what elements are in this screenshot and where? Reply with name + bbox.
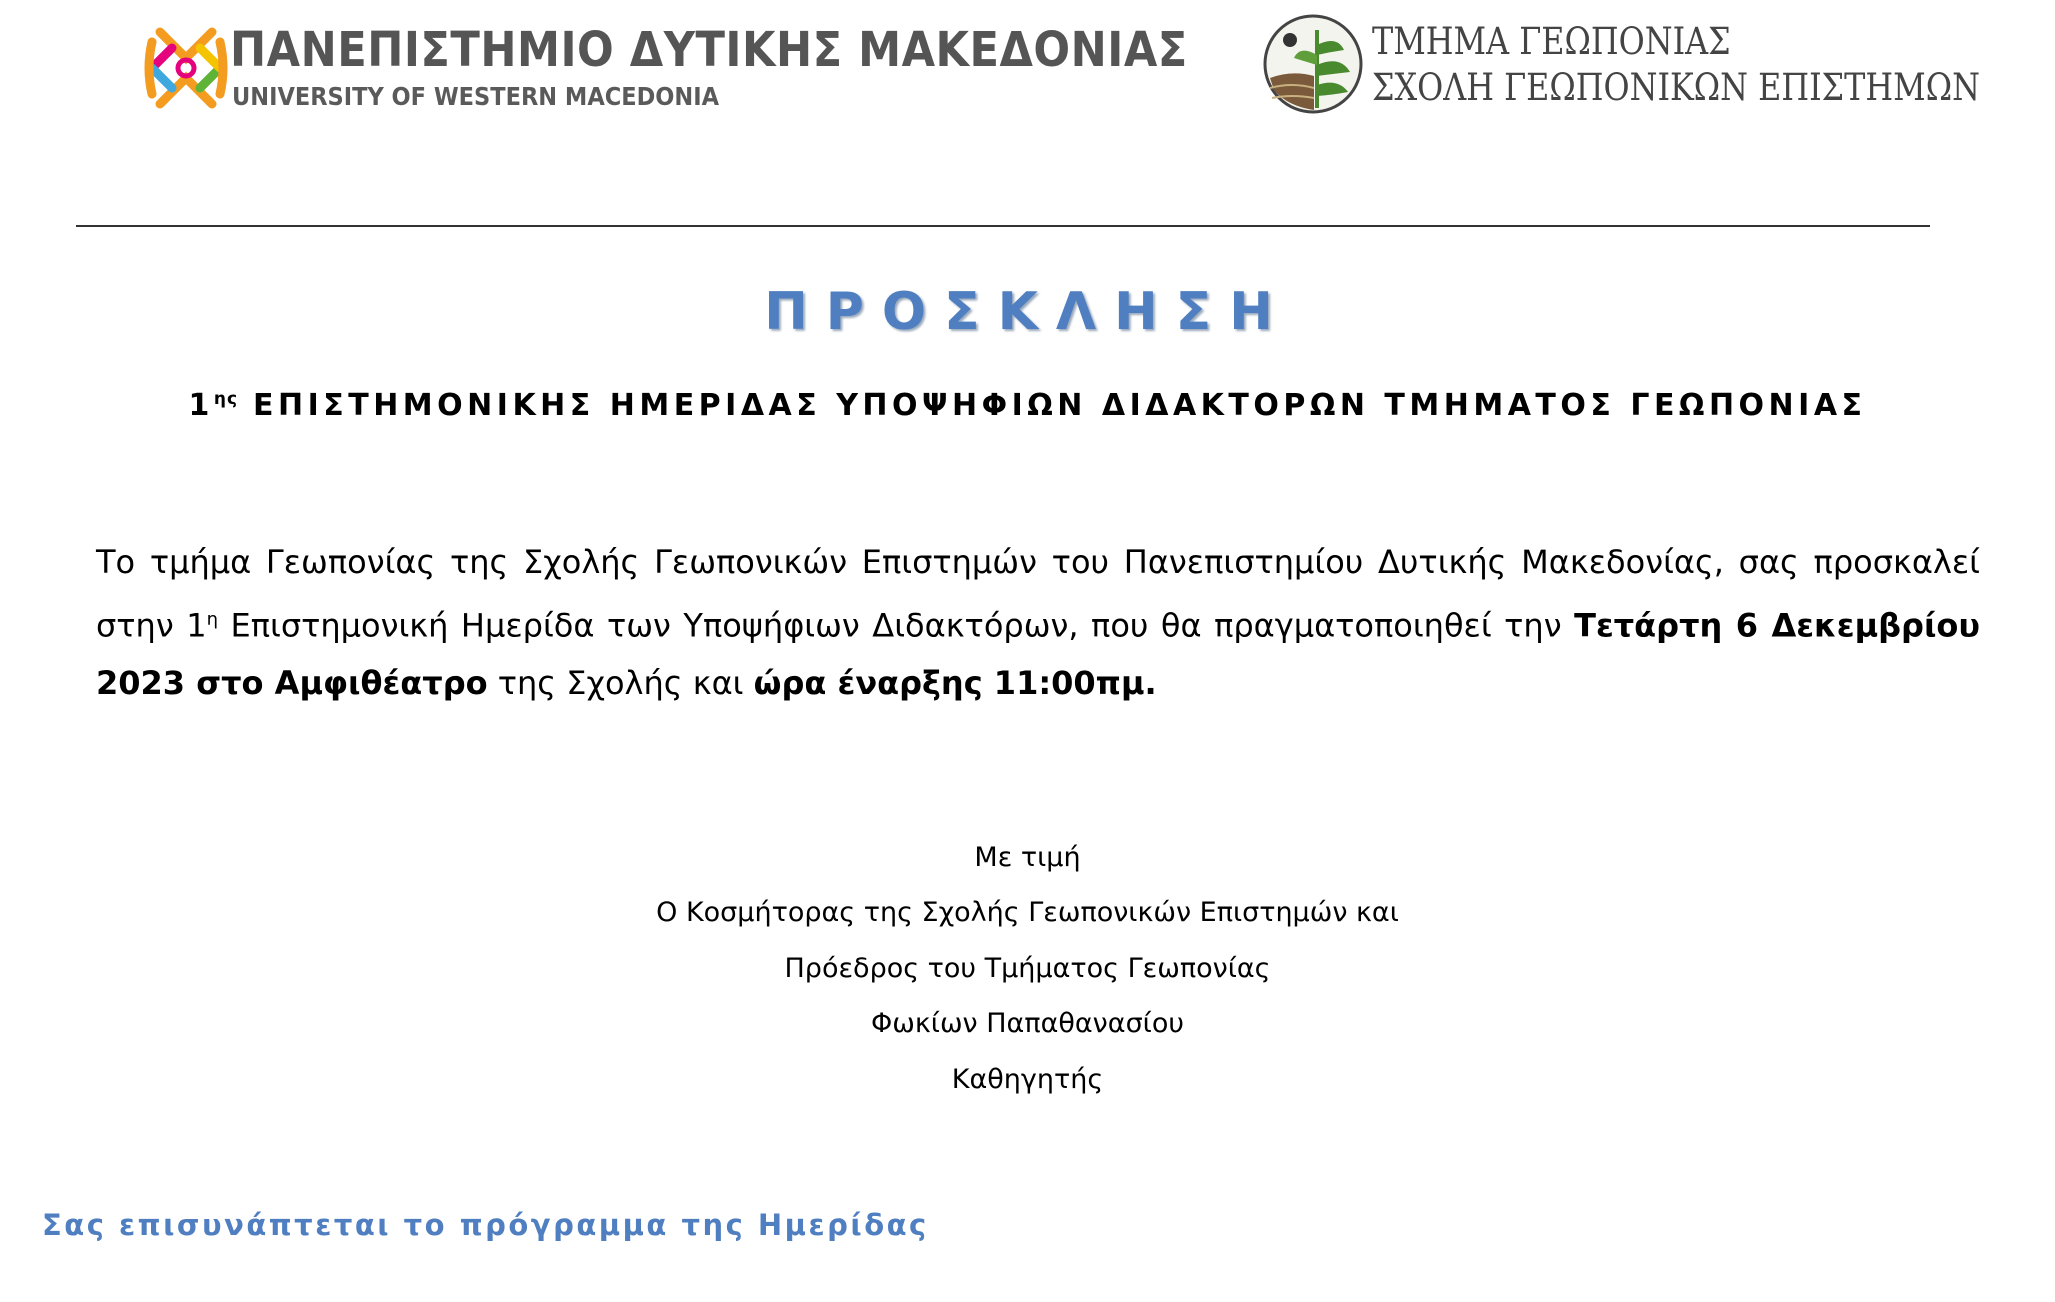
invitation-body — [96, 534, 1980, 712]
signature-rank: Καθηγητής — [951, 1064, 1104, 1095]
university-name-english: UNIVERSITY OF WESTERN MACEDONIA — [232, 82, 719, 111]
body-part3: της Σχολής και — [487, 663, 754, 702]
body-part2: Επιστημονική Ημερίδα των Υποψήφιων Διδακτόρων, που θα πραγματοποιηθεί την — [218, 606, 1575, 645]
event-date-place: Τετάρτη 6 Δεκεμβρίου 2023 στο Αμφιθέατρο — [96, 606, 1981, 702]
school-name: ΣΧΟΛΗ ΓΕΩΠΟΝΙΚΩΝ ΕΠΙΣΤΗΜΩΝ — [1372, 66, 1980, 109]
signature-role-line1: Ο Κοσμήτορας της Σχολής Γεωπονικών Επιστημών και — [656, 897, 1399, 928]
department-name: ΤΜΗΜΑ ΓΕΩΠΟΝΙΑΣ — [1372, 20, 1731, 63]
header-divider — [76, 225, 1930, 227]
signature-name: Φωκίων Παπαθανασίου — [871, 1008, 1184, 1039]
subtitle-ordinal: 1 — [188, 388, 214, 423]
agriculture-department-seal-icon — [1262, 10, 1364, 118]
signature-role-line2: Πρόεδρος του Τμήματος Γεωπονίας — [784, 953, 1271, 984]
subtitle-text: ΕΠΙΣΤΗΜΟΝΙΚΗΣ ΗΜΕΡΙΔΑΣ ΥΠΟΨΗΦΙΩΝ ΔΙΔΑΚΤΟΡΩΝ ΤΜΗΜΑΤΟΣ ΓΕΩΠΟΝΙΑΣ — [252, 388, 1867, 423]
event-subtitle — [0, 388, 2055, 423]
invitation-title: ΠΡΟΣΚΛΗΣΗ — [764, 282, 1291, 342]
event-start-time: ώρα έναρξης 11:00πμ — [753, 663, 1145, 702]
body-ordinal: 1 — [186, 606, 207, 645]
signature-closing: Με τιμή — [974, 842, 1081, 873]
attachment-note: Σας επισυνάπτεται το πρόγραμμα της Ημερίδας — [42, 1208, 929, 1242]
uowm-knot-logo-icon — [142, 12, 230, 124]
university-name-greek: ΠΑΝΕΠΙΣΤΗΜΙΟ ΔΥΤΙΚΗΣ ΜΑΚΕΔΟΝΙΑΣ — [230, 22, 1188, 78]
subtitle-ordinal-suffix: ης — [213, 389, 239, 409]
body-ordinal-suffix: η — [206, 609, 218, 630]
body-end: . — [1144, 663, 1157, 702]
body-part1: Το τμήμα Γεωπονίας της Σχολής Γεωπονικών Επιστημών του Πανεπιστημίου Δυτικής Μακεδονίας, σας προσκαλεί στην — [96, 543, 1980, 645]
